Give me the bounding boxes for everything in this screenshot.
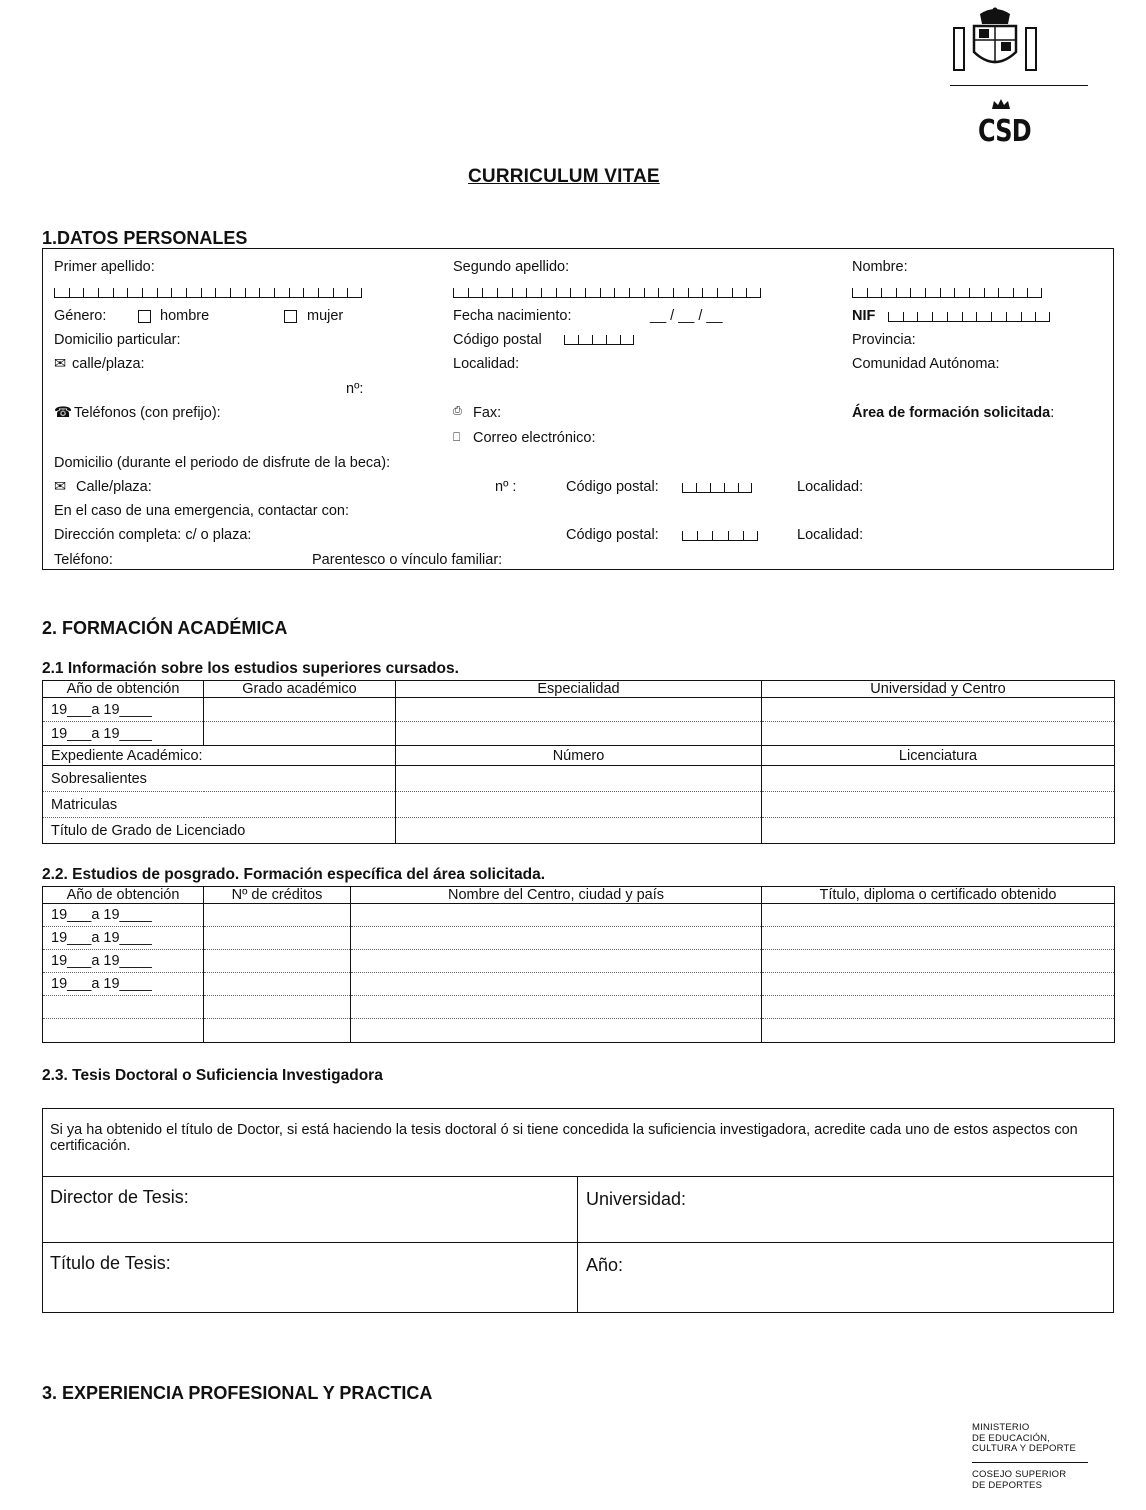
comb-tick [682, 483, 683, 492]
s21-numero-label: Número [396, 746, 762, 766]
comb-tick [688, 288, 689, 297]
s22-heading: 2.2. Estudios de posgrado. Formación específica del área solicitada. [42, 866, 546, 883]
csd-logo: CSD [978, 114, 1031, 149]
codigo-postal-input[interactable] [564, 333, 634, 345]
s22-header-row [43, 887, 1115, 904]
comb-tick [760, 288, 761, 297]
calle-plaza-2-label: Calle/plaza: [76, 479, 152, 495]
comb-tick [697, 531, 698, 540]
comb-tick [710, 483, 711, 492]
area-label [852, 405, 1054, 421]
comb-tick [984, 288, 985, 297]
s21-titulo-grado-label: Título de Grado de Licenciado [43, 818, 396, 844]
telefonos-label: Teléfonos (con prefijo): [74, 405, 221, 421]
s21-matriculas-licenciatura[interactable] [762, 792, 1115, 818]
comb-tick [954, 288, 955, 297]
tesis-divider-1 [42, 1176, 1114, 1177]
s21-col-especialidad: Especialidad [396, 681, 762, 698]
comb-tick [991, 312, 992, 321]
comb-tick [585, 288, 586, 297]
comb-tick [682, 531, 683, 540]
comb-tick [702, 288, 703, 297]
s22-table [42, 886, 1115, 1043]
ministerio-line-1: MINISTERIO [972, 1422, 1030, 1433]
comb-tick [724, 483, 725, 492]
comb-tick [728, 531, 729, 540]
comb-tick [333, 288, 334, 297]
comb-tick [947, 312, 948, 321]
comb-tick [592, 335, 593, 344]
comb-tick [852, 288, 853, 297]
comb-tick [556, 288, 557, 297]
codigo-postal-2-input[interactable] [682, 481, 752, 493]
s23-heading: 2.3. Tesis Doctoral o Suficiencia Investigadora [42, 1067, 383, 1084]
nombre-label: Nombre: [852, 259, 908, 275]
comb-tick [746, 288, 747, 297]
footer-divider [972, 1462, 1088, 1463]
comb-tick [925, 288, 926, 297]
comb-tick [940, 288, 941, 297]
comb-tick [757, 531, 758, 540]
s22-row6-anio[interactable] [43, 1019, 204, 1043]
comb-tick [186, 288, 187, 297]
s21-row1-anio[interactable]: 19___a 19____ [43, 698, 204, 722]
s21-sobresalientes-numero[interactable] [396, 766, 762, 792]
s22-row1-centro[interactable] [351, 904, 762, 927]
direccion-label: Dirección completa: c/ o plaza: [54, 527, 252, 543]
comb-tick [614, 288, 615, 297]
table-row [43, 927, 1115, 950]
tesis-note: Si ya ha obtenido el título de Doctor, si está haciendo la tesis doctoral ó si tiene concedida la suficiencia investigadora, acredite cada uno de estos aspectos con certificación. [50, 1122, 1078, 1154]
comb-tick [259, 288, 260, 297]
ministerio-line-3: CULTURA Y DEPORTE [972, 1443, 1077, 1454]
genero-label: Género: [54, 308, 107, 324]
universidad-label: Universidad: [586, 1189, 687, 1209]
domicilio-beca-label: Domicilio (durante el periodo de disfrute de la beca): [54, 455, 391, 471]
primer-apellido-input[interactable] [54, 286, 362, 298]
s22-row1-anio[interactable]: 19___a 19____ [43, 904, 204, 927]
mujer-label: mujer [307, 308, 344, 324]
comb-tick [201, 288, 202, 297]
primer-apellido-label: Primer apellido: [54, 259, 155, 275]
comb-tick [347, 288, 348, 297]
comb-tick [54, 288, 55, 297]
s22-row4-anio[interactable]: 19___a 19____ [43, 973, 204, 996]
s21-heading: 2.1 Información sobre los estudios superiores cursados. [42, 660, 459, 677]
comb-tick [512, 288, 513, 297]
comb-tick [541, 288, 542, 297]
comb-tick [696, 483, 697, 492]
s21-row2-grado[interactable] [204, 722, 396, 746]
comb-tick [98, 288, 99, 297]
nif-label: NIF [852, 308, 876, 324]
emergencia-label: En el caso de una emergencia, contactar con: [54, 503, 350, 519]
codigo-postal-3-input[interactable] [682, 529, 758, 541]
s21-table [42, 680, 1115, 844]
localidad-2-label: Localidad: [797, 479, 864, 495]
comb-tick [245, 288, 246, 297]
page-title: CURRICULUM VITAE [468, 166, 660, 187]
comb-tick [142, 288, 143, 297]
codigo-postal-2-label: Código postal: [566, 479, 659, 495]
comb-tick [620, 335, 621, 344]
table-row [43, 792, 1115, 818]
s21-row2-anio[interactable]: 19___a 19____ [43, 722, 204, 746]
comb-tick [732, 288, 733, 297]
s21-header-row [43, 681, 1115, 698]
s21-row2-universidad[interactable] [762, 722, 1115, 746]
nombre-input[interactable] [852, 286, 1042, 298]
consejo-line-1: COSEJO SUPERIOR [972, 1469, 1067, 1480]
segundo-apellido-label: Segundo apellido: [453, 259, 570, 275]
s22-row4-creditos[interactable] [204, 973, 351, 996]
comb-tick [157, 288, 158, 297]
comb-tick [917, 312, 918, 321]
s21-licenciatura-label: Licenciatura [762, 746, 1115, 766]
table-row [43, 722, 1115, 746]
comb-tick [318, 288, 319, 297]
area-label-colon: : [1050, 405, 1055, 421]
comb-tick [171, 288, 172, 297]
comb-tick [361, 288, 362, 297]
titulo-tesis-label: Título de Tesis: [50, 1253, 171, 1273]
s21-col-anio: Año de obtención [43, 681, 204, 698]
comb-tick [867, 288, 868, 297]
comb-tick [468, 288, 469, 297]
s21-row2-especialidad[interactable] [396, 722, 762, 746]
comb-tick [1041, 288, 1042, 297]
s21-row1-universidad[interactable] [762, 698, 1115, 722]
s21-sobresalientes-label: Sobresalientes [43, 766, 396, 792]
s21-matriculas-numero[interactable] [396, 792, 762, 818]
segundo-apellido-input[interactable] [453, 286, 761, 298]
consejo-text [972, 1470, 1066, 1491]
phone-icon: ☎ [54, 405, 73, 421]
comb-tick [633, 335, 634, 344]
comb-tick [896, 288, 897, 297]
fax-label: Fax: [473, 405, 502, 421]
comb-tick [910, 288, 911, 297]
comb-tick [526, 288, 527, 297]
director-tesis-label: Director de Tesis: [50, 1187, 189, 1207]
comb-tick [903, 312, 904, 321]
area-label-text: Área de formación solicitada [852, 405, 1051, 421]
s22-col-creditos: Nº de créditos [204, 887, 351, 904]
mujer-checkbox[interactable] [284, 310, 297, 323]
comb-tick [578, 335, 579, 344]
s22-row5-centro[interactable] [351, 996, 762, 1019]
s21-row1-grado[interactable] [204, 698, 396, 722]
comb-tick [1006, 312, 1007, 321]
table-row [43, 996, 1115, 1019]
comb-tick [738, 483, 739, 492]
comb-tick [1049, 312, 1050, 321]
telefono-label: Teléfono: [54, 552, 113, 568]
calle-plaza-label: calle/plaza: [72, 356, 145, 372]
comb-tick [83, 288, 84, 297]
coat-of-arms-logo [950, 6, 1040, 76]
fecha-nacimiento-input[interactable]: __ / __ / __ [650, 308, 723, 324]
s22-row3-anio[interactable]: 19___a 19____ [43, 950, 204, 973]
s21-matriculas-label: Matriculas [43, 792, 396, 818]
comunidad-label: Comunidad Autónoma: [852, 356, 1000, 372]
comb-tick [1021, 312, 1022, 321]
s22-row3-creditos[interactable] [204, 950, 351, 973]
hombre-checkbox[interactable] [138, 310, 151, 323]
s22-col-titulo: Título, diploma o certificado obtenido [762, 887, 1115, 904]
parentesco-label: Parentesco o vínculo familiar: [312, 552, 503, 568]
s21-titulo-grado-licenciatura[interactable] [762, 818, 1115, 844]
comb-tick [230, 288, 231, 297]
header-divider [950, 85, 1088, 86]
s22-row2-centro[interactable] [351, 927, 762, 950]
comb-tick [564, 335, 565, 344]
comb-tick [717, 288, 718, 297]
s22-row5-creditos[interactable] [204, 996, 351, 1019]
comb-tick [969, 288, 970, 297]
ministerio-text [972, 1423, 1076, 1455]
s22-row4-centro[interactable] [351, 973, 762, 996]
s22-col-anio: Año de obtención [43, 887, 204, 904]
comb-tick [570, 288, 571, 297]
s22-row6-centro[interactable] [351, 1019, 762, 1043]
envelope-icon-2: ✉ [54, 479, 67, 495]
comb-tick [69, 288, 70, 297]
comb-tick [274, 288, 275, 297]
table-row [43, 818, 1115, 844]
s22-row2-anio[interactable]: 19___a 19____ [43, 927, 204, 950]
comb-tick [215, 288, 216, 297]
s21-expediente-row [43, 746, 1115, 766]
comb-tick [743, 531, 744, 540]
s22-row1-creditos[interactable] [204, 904, 351, 927]
fax-icon: ⎙ [453, 405, 462, 417]
comb-tick [600, 288, 601, 297]
table-row [43, 950, 1115, 973]
comb-tick [998, 288, 999, 297]
comb-tick [673, 288, 674, 297]
s21-row1-especialidad[interactable] [396, 698, 762, 722]
comb-tick [658, 288, 659, 297]
section3-heading: 3. EXPERIENCIA PROFESIONAL Y PRACTICA [42, 1383, 433, 1403]
crown-icon [990, 97, 1012, 111]
comb-tick [881, 288, 882, 297]
comb-tick [453, 288, 454, 297]
consejo-line-2: DE DEPORTES [972, 1479, 1043, 1491]
comb-tick [127, 288, 128, 297]
comb-tick [629, 288, 630, 297]
s22-row2-creditos[interactable] [204, 927, 351, 950]
comb-tick [482, 288, 483, 297]
comb-tick [962, 312, 963, 321]
nif-input[interactable] [888, 310, 1050, 322]
s22-row5-anio[interactable] [43, 996, 204, 1019]
tesis-divider-2 [42, 1242, 1114, 1243]
s22-col-centro: Nombre del Centro, ciudad y país [351, 887, 762, 904]
comb-tick [751, 483, 752, 492]
computer-icon: ⎕ [453, 430, 461, 444]
comb-tick [1027, 288, 1028, 297]
s22-row3-titulo[interactable] [762, 950, 1115, 973]
comb-tick [113, 288, 114, 297]
comb-tick [289, 288, 290, 297]
numero-2-label: nº : [495, 479, 517, 495]
codigo-postal-label: Código postal [453, 332, 542, 348]
comb-tick [497, 288, 498, 297]
s22-row1-titulo[interactable] [762, 904, 1115, 927]
domicilio-particular-label: Domicilio particular: [54, 332, 181, 348]
comb-tick [303, 288, 304, 297]
s22-row3-centro[interactable] [351, 950, 762, 973]
comb-tick [888, 312, 889, 321]
s21-col-grado: Grado académico [204, 681, 396, 698]
comb-tick [1013, 288, 1014, 297]
s22-row2-titulo[interactable] [762, 927, 1115, 950]
ministerio-line-2: DE EDUCACIÓN, [972, 1432, 1051, 1444]
section2-heading: 2. FORMACIÓN ACADÉMICA [42, 618, 288, 638]
localidad-3-label: Localidad: [797, 527, 864, 543]
section1-heading: 1.DATOS PERSONALES [42, 228, 248, 248]
comb-tick [606, 335, 607, 344]
s21-sobresalientes-licenciatura[interactable] [762, 766, 1115, 792]
comb-tick [976, 312, 977, 321]
s21-titulo-grado-numero[interactable] [396, 818, 762, 844]
provincia-label: Provincia: [852, 332, 916, 348]
comb-tick [644, 288, 645, 297]
table-row [43, 1019, 1115, 1043]
s21-col-universidad: Universidad y Centro [762, 681, 1115, 698]
table-row [43, 904, 1115, 927]
table-row [43, 766, 1115, 792]
s22-row4-titulo[interactable] [762, 973, 1115, 996]
anio-label: Año: [586, 1255, 624, 1275]
tesis-vertical-divider [577, 1176, 578, 1313]
comb-tick [932, 312, 933, 321]
table-row [43, 698, 1115, 722]
comb-tick [712, 531, 713, 540]
codigo-postal-3-label: Código postal: [566, 527, 659, 543]
comb-tick [1035, 312, 1036, 321]
hombre-label: hombre [160, 308, 210, 324]
s22-row5-titulo[interactable] [762, 996, 1115, 1019]
fecha-nacimiento-label: Fecha nacimiento: [453, 308, 572, 324]
s21-expediente-label: Expediente Académico: [43, 746, 396, 766]
correo-label: Correo electrónico: [473, 430, 596, 446]
numero-label: nº: [346, 381, 364, 397]
s22-row6-creditos[interactable] [204, 1019, 351, 1043]
localidad-label: Localidad: [453, 356, 520, 372]
envelope-icon: ✉ [54, 356, 67, 372]
table-row [43, 973, 1115, 996]
s22-row6-titulo[interactable] [762, 1019, 1115, 1043]
